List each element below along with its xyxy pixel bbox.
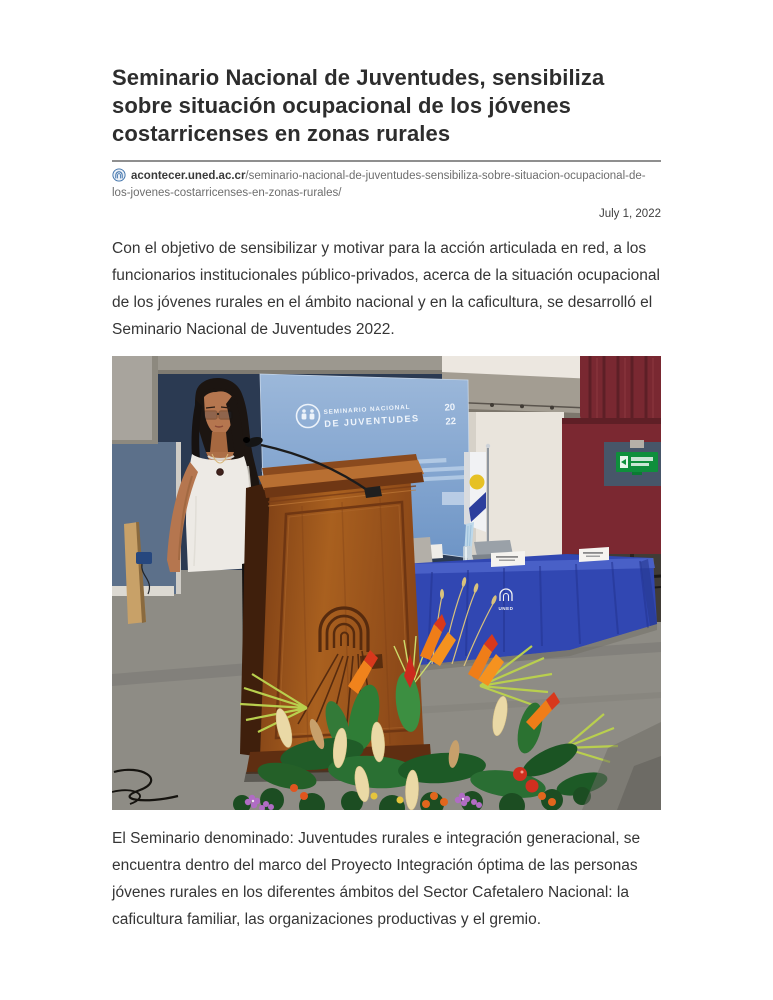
title-divider (112, 160, 661, 162)
source-path: /seminario-nacional-de-juventudes-sensibiliza-sobre-situacion-ocupacional-de-los-jovenes-costarricenses-en-zonas-rurales/ (112, 170, 646, 199)
article-title: Seminario Nacional de Juventudes, sensibiliza sobre situación ocupacional de los jóvenes costarricenses en zonas rurales (112, 65, 605, 146)
article-photo (112, 356, 661, 810)
article-date: July 1, 2022 (598, 208, 661, 220)
site-favicon-icon (112, 168, 126, 182)
red-wall (562, 418, 661, 564)
source-url[interactable] (112, 168, 661, 202)
exit-sign (616, 452, 658, 475)
slide-title-line1: SEMINARIO NACIONAL (323, 403, 411, 417)
tablecloth-logo-text: UNED (498, 606, 514, 611)
slide-title-line2: DE JUVENTUDES (324, 413, 420, 429)
source-domain: acontecer.uned.ac.cr (131, 170, 246, 182)
article-paragraph-2: El Seminario denominado: Juventudes rurales e integración generacional, se encuentra dentro del marco del Proyecto Integración óptima de las personas jóvenes rurales en los diferentes ámbitos del Sector Cafetalero Nacional: la caficultura familiar, las organizaciones productivas y el gremio. (112, 830, 641, 928)
necklace-pendant (217, 469, 224, 476)
slide-year-bottom: 22 (445, 415, 457, 428)
slide-year-top: 20 (444, 401, 456, 414)
article-paragraph-1: Con el objetivo de sensibilizar y motivar para la acción articulada en red, a los funcionarios institucionales público-privados, acerca de la situación ocupacional de los jóvenes rurales en el ámbito nacional y en la caficultura, se desarrolló el Seminario Nacional de Juventudes 2022. (112, 240, 660, 338)
